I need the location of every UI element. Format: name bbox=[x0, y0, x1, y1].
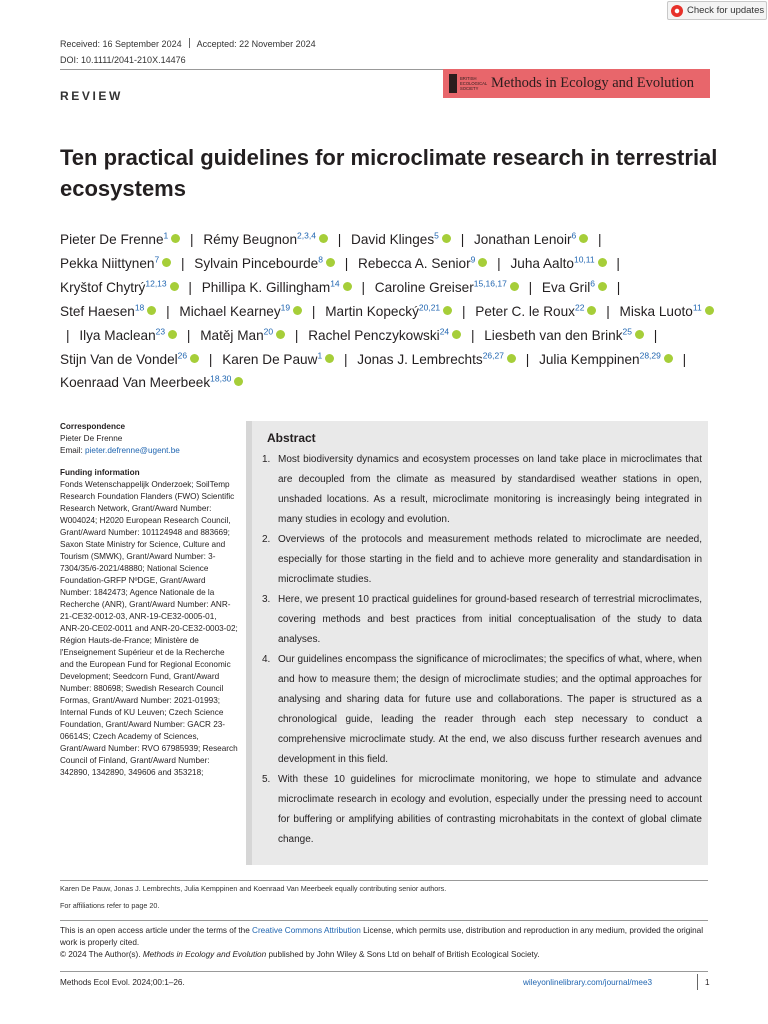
accepted-date: Accepted: 22 November 2024 bbox=[196, 39, 316, 49]
author-affiliation: 11 bbox=[692, 302, 702, 313]
author-separator: | bbox=[188, 279, 192, 295]
author-affiliation: 10,11 bbox=[573, 254, 595, 265]
author-affiliation: 19 bbox=[280, 302, 291, 313]
author-affiliation: 12,13 bbox=[145, 278, 167, 289]
author-affiliation: 9 bbox=[470, 254, 476, 265]
author-separator: | bbox=[525, 351, 530, 367]
license-rule bbox=[60, 920, 708, 921]
author-affiliation: 25 bbox=[622, 326, 633, 337]
author-name: Martin Kopecký bbox=[325, 303, 419, 319]
orcid-icon[interactable] bbox=[147, 306, 156, 315]
author-name: Stijn Van de Vondel bbox=[60, 351, 178, 367]
author[interactable] bbox=[542, 280, 607, 295]
abstract-list bbox=[262, 450, 702, 850]
author-separator: | bbox=[616, 255, 620, 271]
author-affiliation: 18 bbox=[134, 302, 145, 313]
check-for-updates-label: Check for updates bbox=[687, 5, 765, 16]
author-affiliation: 20 bbox=[263, 326, 274, 337]
author[interactable] bbox=[510, 256, 606, 271]
affiliations-note: For affiliations refer to page 20. bbox=[60, 901, 160, 910]
author-list bbox=[60, 228, 720, 395]
author-separator: | bbox=[337, 232, 342, 247]
author-separator: | bbox=[528, 279, 533, 295]
author-separator: | bbox=[166, 303, 170, 319]
orcid-icon[interactable] bbox=[326, 258, 335, 267]
author[interactable] bbox=[60, 375, 243, 390]
author-affiliation: 28,29 bbox=[639, 350, 661, 360]
author-name: Jonas J. Lembrechts bbox=[357, 351, 483, 367]
journal-name: Methods in Ecology and Evolution bbox=[491, 75, 694, 91]
author-separator: | bbox=[460, 232, 465, 247]
author[interactable] bbox=[357, 352, 516, 367]
footer-rule bbox=[60, 971, 708, 972]
author-separator: | bbox=[343, 351, 348, 367]
orcid-icon[interactable] bbox=[168, 330, 177, 339]
author-separator: | bbox=[190, 232, 194, 247]
item-number: 2. bbox=[262, 534, 271, 545]
author-affiliation: 18,30 bbox=[210, 373, 232, 384]
author-separator: | bbox=[208, 351, 213, 367]
author-name: Jonathan Lenoir bbox=[474, 232, 572, 247]
author-name: Juha Aalto bbox=[510, 255, 574, 271]
author-separator: | bbox=[653, 327, 658, 343]
author-affiliation: 7 bbox=[154, 254, 160, 265]
author[interactable] bbox=[202, 280, 352, 295]
author-affiliation: 6 bbox=[590, 278, 595, 289]
orcid-icon[interactable] bbox=[635, 330, 644, 339]
author-affiliation: 26,27 bbox=[482, 350, 504, 360]
correspondence-name: Pieter De Frenne bbox=[60, 434, 123, 443]
abstract-heading: Abstract bbox=[267, 431, 316, 445]
footnote-rule bbox=[60, 880, 708, 881]
author[interactable] bbox=[539, 352, 673, 367]
journal-banner bbox=[443, 69, 710, 98]
author-name: Phillipa K. Gillingham bbox=[201, 279, 331, 295]
item-number: 5. bbox=[262, 774, 271, 785]
author[interactable] bbox=[222, 352, 334, 367]
author-affiliation: 8 bbox=[318, 254, 323, 265]
author[interactable] bbox=[79, 328, 177, 343]
correspondence-heading: Correspondence bbox=[60, 422, 126, 431]
author-separator: | bbox=[180, 255, 185, 271]
orcid-icon[interactable] bbox=[705, 306, 714, 315]
author-name: Rémy Beugnon bbox=[203, 232, 298, 247]
author-affiliation: 22 bbox=[574, 302, 585, 313]
author-name: Michael Kearney bbox=[179, 303, 281, 319]
author[interactable] bbox=[60, 352, 199, 367]
author-affiliation: 26 bbox=[177, 350, 188, 360]
author-separator: | bbox=[470, 327, 475, 343]
author[interactable] bbox=[200, 328, 285, 343]
abstract-item bbox=[262, 530, 702, 590]
author-name: Ilya Maclean bbox=[79, 327, 156, 343]
orcid-icon[interactable] bbox=[171, 234, 180, 243]
divider bbox=[189, 38, 190, 48]
author[interactable] bbox=[60, 232, 180, 247]
orcid-icon[interactable] bbox=[452, 330, 461, 339]
author-name: Rebecca A. Senior bbox=[358, 255, 471, 271]
author[interactable] bbox=[484, 328, 644, 343]
orcid-icon[interactable] bbox=[478, 258, 487, 267]
item-text: Most biodiversity dynamics and ecosystem processes on land take place in microclimates that are decoupled from the climate as measured by standardised weather stations in open, unshaded locations. As a result, microclimate monitoring is increasingly being integrated in many studies in ecology and evolution. bbox=[278, 454, 702, 525]
author-affiliation: 6 bbox=[571, 230, 577, 241]
received-date: Received: 16 September 2024 bbox=[60, 39, 182, 49]
license-post: License, which permits use, distribution and reproduction in any medium, provided the original work is properly cited. bbox=[60, 926, 704, 947]
license-pre: This is an open access article under the terms of the bbox=[60, 926, 253, 935]
funding-heading: Funding information bbox=[60, 468, 140, 477]
author-name: Julia Kemppinen bbox=[539, 351, 640, 367]
item-number: 3. bbox=[262, 594, 271, 605]
orcid-icon[interactable] bbox=[319, 234, 328, 243]
author[interactable] bbox=[358, 256, 487, 271]
author-name: Caroline Greiser bbox=[374, 279, 474, 295]
author-affiliation: 5 bbox=[434, 230, 439, 241]
author[interactable] bbox=[351, 232, 451, 247]
author-name: Rachel Penczykowski bbox=[308, 327, 440, 343]
article-title: Ten practical guidelines for microclimate research in terrestrial ecosystems bbox=[60, 145, 718, 201]
copyright-journal: Methods in Ecology and Evolution bbox=[142, 950, 267, 959]
orcid-icon[interactable] bbox=[325, 354, 334, 363]
author-separator: | bbox=[616, 279, 621, 295]
email-label: Email: bbox=[60, 446, 86, 455]
item-text: With these 10 guidelines for microclimate monitoring, we hope to stimulate and advance microclimate research in ecology and evolution, especially under the pressing need to account for buffering or amplifying abilities of contrasting microhabitats in the context of global climate change. bbox=[278, 774, 702, 845]
orcid-icon[interactable] bbox=[507, 354, 516, 363]
author-separator: | bbox=[311, 303, 316, 319]
author-separator: | bbox=[598, 232, 602, 247]
orcid-icon[interactable] bbox=[510, 282, 519, 291]
author[interactable] bbox=[60, 304, 156, 319]
author-separator: | bbox=[497, 255, 501, 271]
author-affiliation: 2,3,4 bbox=[297, 230, 316, 241]
author-affiliation: 15,16,17 bbox=[473, 278, 507, 289]
check-for-updates-button[interactable] bbox=[667, 1, 767, 20]
sidebar bbox=[60, 421, 238, 779]
copyright-post: published by John Wiley & Sons Ltd on behalf of British Ecological Society. bbox=[266, 950, 540, 959]
author-name: Kryštof Chytrý bbox=[60, 279, 146, 295]
author[interactable] bbox=[60, 280, 179, 295]
orcid-icon[interactable] bbox=[579, 234, 588, 243]
page-divider bbox=[697, 974, 698, 990]
author-separator: | bbox=[344, 255, 349, 271]
society-name: BRITISH ECOLOGICAL SOCIETY bbox=[460, 76, 488, 91]
abstract-item bbox=[262, 650, 702, 770]
author-name: Pieter De Frenne bbox=[60, 232, 164, 247]
funding-text: Fonds Wetenschappelijk Onderzoek; SoilTemp Research Foundation Flanders (FWO) Scientific Research Network, Grant/Award Number: W004024; H2020 European Research Council, Grant/Award Number: 101124948 and 883669; Saxon State Ministry for Science, Culture and Tourism (SMWK), Grant/Award Number: 3-7304/35/6-2021/48880; National Science Foundation-GRFP NºDGE, Grant/Award Number: 1842473; Agence Nationale de la Recherche (ANR), Grant/Award Number: ANR-21-CE32-0012-03, ANR-19-CE32-0005-01, ANR-20-CE02-0011 and ANR-20-CE32-0003-02; Région Hauts-de-France; Ministère de l'Enseignement Supérieur et de la Recherche and the European Fund for Regional Economic Development; Seedcorn Fund, Grant/Award Number: 880698; Swedish Research Council Formas, Grant/Award Number: 2021-01993; Internal Funds of KU Leuven; Czech Science Foundation, Grant/Award Number: GACR 23-06614S; Czech Academy of Sciences, Grant/Award Number: RVO 67985939; Research Council of Finland, Grant/Award Number: 342890, 1342890, 349606 and 353218; bbox=[60, 480, 238, 777]
abstract-item bbox=[262, 450, 702, 530]
author-name: David Klinges bbox=[351, 232, 435, 247]
doi: DOI: 10.1111/2041-210X.14476 bbox=[60, 55, 186, 65]
author-affiliation: 20,21 bbox=[418, 302, 441, 313]
author-name: Stef Haesen bbox=[60, 303, 135, 319]
author[interactable] bbox=[194, 256, 335, 271]
author-affiliation: 1 bbox=[317, 350, 323, 360]
article-dates bbox=[60, 38, 316, 49]
author-separator: | bbox=[66, 327, 70, 343]
author[interactable] bbox=[308, 328, 461, 343]
author-separator: | bbox=[186, 327, 191, 343]
author-name: Miska Luoto bbox=[619, 303, 693, 319]
orcid-icon[interactable] bbox=[442, 234, 451, 243]
item-number: 4. bbox=[262, 654, 271, 665]
abstract-box bbox=[246, 421, 708, 865]
citation: Methods Ecol Evol. 2024;00:1–26. bbox=[60, 978, 185, 987]
orcid-icon[interactable] bbox=[587, 306, 596, 315]
abstract-item bbox=[262, 770, 702, 850]
orcid-icon[interactable] bbox=[443, 306, 452, 315]
section-label: REVIEW bbox=[60, 89, 123, 103]
author[interactable] bbox=[475, 304, 596, 319]
author-separator: | bbox=[461, 303, 466, 319]
author-name: Koenraad Van Meerbeek bbox=[60, 375, 211, 391]
author-separator: | bbox=[606, 303, 610, 319]
item-text: Here, we present 10 practical guidelines for ground-based research of terrestrial microclimates, covering methods and best practices from initial conceptualisation of the study to data analyses. bbox=[278, 594, 702, 645]
item-number: 1. bbox=[262, 454, 271, 465]
orcid-icon[interactable] bbox=[162, 258, 171, 267]
license-text bbox=[60, 925, 710, 961]
orcid-icon[interactable] bbox=[598, 258, 607, 267]
copyright-pre: © 2024 The Author(s). bbox=[60, 950, 143, 959]
author-name: Sylvain Pincebourde bbox=[194, 255, 319, 271]
author-affiliation: 1 bbox=[163, 230, 169, 241]
orcid-icon[interactable] bbox=[343, 282, 352, 291]
author[interactable] bbox=[620, 304, 714, 319]
item-text: Our guidelines encompass the significance of microclimates; the specifics of what, where, when and how to measure them; the design of microclimate studies; and the optimal approaches for analysing and sharing data for future use and collaborations. The paper is structured as a chronological guide, leading the reader through each step necessary to conduct a comprehensive microclimate study. At the end, we also discuss further research avenues and development in this field. bbox=[278, 654, 702, 765]
orcid-icon[interactable] bbox=[664, 354, 673, 363]
author[interactable] bbox=[325, 304, 452, 319]
author[interactable] bbox=[474, 232, 588, 247]
author-name: Matěj Man bbox=[200, 327, 264, 343]
author[interactable] bbox=[179, 304, 302, 319]
author-affiliation: 23 bbox=[155, 326, 166, 337]
author-name: Eva Gril bbox=[541, 279, 591, 295]
cc-license-link[interactable]: Creative Commons Attribution bbox=[252, 926, 361, 935]
senior-authors-note: Karen De Pauw, Jonas J. Lembrechts, Julia Kemppinen and Koenraad Van Meerbeek equally contributing senior authors. bbox=[60, 884, 447, 893]
author[interactable] bbox=[60, 256, 171, 271]
orcid-icon[interactable] bbox=[170, 282, 179, 291]
email-link[interactable]: pieter.defrenne@ugent.be bbox=[85, 446, 180, 455]
orcid-icon[interactable] bbox=[190, 354, 199, 363]
correspondence-email bbox=[60, 445, 238, 457]
author-name: Pekka Niittynen bbox=[60, 255, 155, 271]
author-separator: | bbox=[294, 327, 299, 343]
author-separator: | bbox=[361, 279, 365, 295]
page-number: 1 bbox=[705, 978, 710, 987]
author-separator: | bbox=[682, 351, 687, 367]
item-text: Overviews of the protocols and measurement methods related to microclimate are needed, especially for those starting in the field and to achieve more generality and standardisation in microclimate studies. bbox=[278, 534, 702, 585]
author-affiliation: 24 bbox=[439, 326, 450, 337]
orcid-icon[interactable] bbox=[234, 377, 243, 386]
orcid-icon[interactable] bbox=[293, 306, 302, 315]
author-affiliation: 14 bbox=[330, 278, 340, 289]
journal-url-link[interactable]: wileyonlinelibrary.com/journal/mee3 bbox=[523, 978, 653, 987]
author[interactable] bbox=[375, 280, 519, 295]
author-name: Liesbeth van den Brink bbox=[484, 327, 623, 343]
author-name: Peter C. le Roux bbox=[475, 303, 575, 319]
author[interactable] bbox=[203, 232, 328, 247]
crossmark-icon bbox=[671, 5, 683, 17]
abstract-item bbox=[262, 590, 702, 650]
orcid-icon[interactable] bbox=[598, 282, 607, 291]
orcid-icon[interactable] bbox=[276, 330, 285, 339]
society-logo-icon bbox=[449, 74, 457, 93]
author-name: Karen De Pauw bbox=[222, 351, 318, 367]
